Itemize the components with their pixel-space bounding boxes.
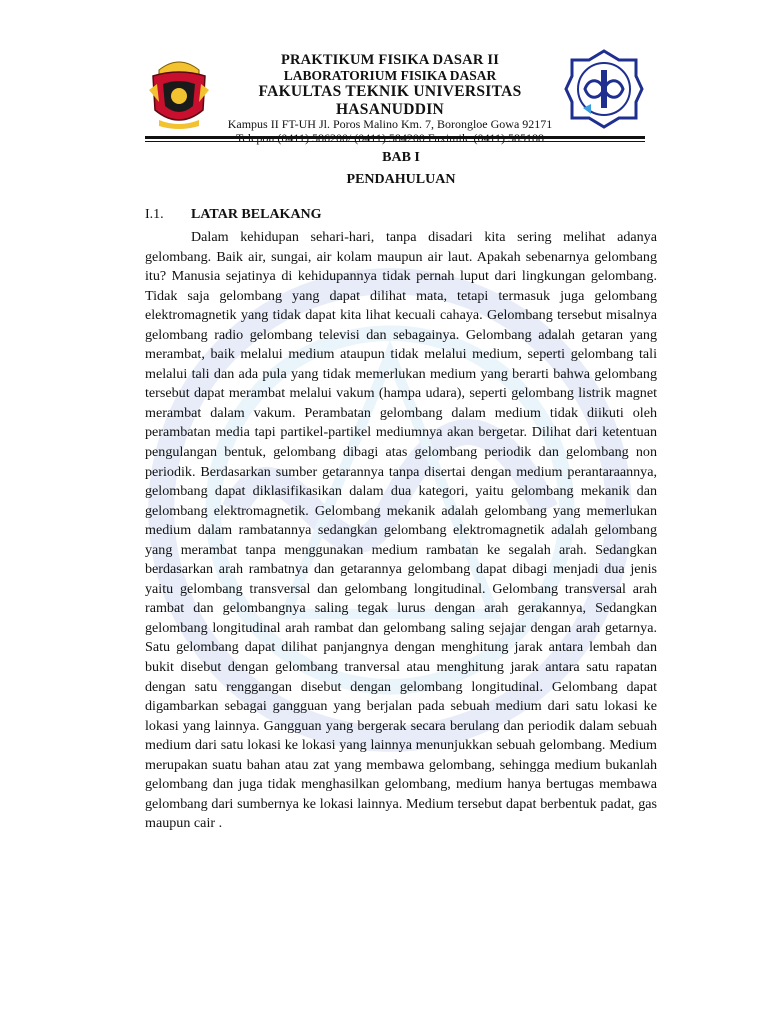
address: Kampus II FT-UH Jl. Poros Malino Km. 7, Borongloe Gowa 92171	[227, 117, 553, 132]
header-rule-thick	[145, 136, 645, 139]
laboratory-name: LABORATORIUM FISIKA DASAR	[283, 68, 497, 84]
section-heading	[145, 207, 322, 223]
chapter-title: PENDAHULUAN	[346, 172, 456, 187]
body-paragraph: Dalam kehidupan sehari-hari, tanpa disadari kita sering melihat adanya gelombang. Baik air, sungai, air kolam maupun air laut. Apakah sebenarnya gelombang itu? Manusia sejatinya di kehidupannya tidak pernah luput dari lingkungan gelombang. Tidak saja gelombang yang dapat dilihat mata, tetapi termasuk juga gelombang elektromagnetik yang tidak dapat kita lihat kecuali cahaya. Gelombang tersebut misalnya gelombang radio gelombang televisi dan sebagainya. Gelombang adalah getaran yang merambat, baik melalui medium ataupun tidak melalui medium, seperti gelombang tali melalui tali dan ada pula yang tidak memerlukan medium yang berarti bahwa gelombang tersebut dapat merambat melalui vakum (hampa udara), seperti gelombang listrik magnet merambat dalam vakum. Perambatan gelombang dalam medium tidak diikuti oleh perambatan media tapi partikel-partikel mediumnya akan bergetar. Dilihat dari ketentuan pengulangan bentuk, gelombang dibagi atas gelombang periodik dan gelombang non periodik. Berdasarkan sumber getarannya tanpa disertai dengan medium perantaraannya, gelombang dapat diklasifikasikan dalam dua kategori, yaitu gelombang mekanik dan gelombang elektromagnetik. Gelombang mekanik adalah gelombang yang memerlukan medium dalam rambatannya sedangkan gelombang elektromagnetik adalah gelombang yang merambat tanpa menggunakan medium rambatan ke segalah arah. Sedangkan berdasarkan arah rambatnya dan getarannya gelombang dapat dibagi menjadi dua jenis yaitu gelombang transversal dan gelombang longitudinal. Gelombang transversal arah rambat dan gelombangnya saling tegak lurus dengan arah gerakannya, Sedangkan gelombang longitudinal arah rambat dan gelombang saling sejajar dengan arah getarnya. Satu gelombang dapat dilihat panjangnya dengan menghitung jarak antara lembah dan bukit disebut dengan gelombang tranversal atau menghitung jarak antara satu rapatan dengan satu renggangan disebut dengan gelombang longitudinal. Gelombang dapat digambarkan sebagai gangguan yang berjalan pada sebuah medium dari satu lokasi ke lokasi yang lainnya. Gangguan yang bergerak secara berulang dan periodik dalam sebuah medium dari satu lokasi ke lokasi yang lainnya menunjukkan sebuah gelombang. Medium merupakan suatu bahan atau zat yang membawa gelombang, sehingga medium bukanlah gelombang dan juga tidak menghasilkan gelombang, medium hanya bertugas membawa gelombang dari sumbernya ke lokasi lainnya. Medium tersebut dapat berbentuk padat, gas maupun cair .	[145, 229, 657, 832]
faculty-name: FAKULTAS TEKNIK UNIVERSITAS HASANUDDIN	[258, 83, 522, 118]
letterhead	[0, 40, 768, 145]
header-rule-thin	[145, 141, 645, 142]
practicum-title: PRAKTIKUM FISIKA DASAR II	[280, 52, 500, 68]
chapter-number: BAB I	[382, 150, 420, 165]
contact-numbers: Telepon (0411) 586200/ (0411) 584200 Faximile (0411) 585188	[235, 130, 545, 145]
section-title: LATAR BELAKANG	[191, 207, 322, 222]
letterhead-text	[210, 52, 570, 145]
university-crest-icon	[145, 50, 213, 132]
section-number: I.1.	[145, 207, 164, 222]
lab-emblem-icon	[563, 48, 645, 130]
